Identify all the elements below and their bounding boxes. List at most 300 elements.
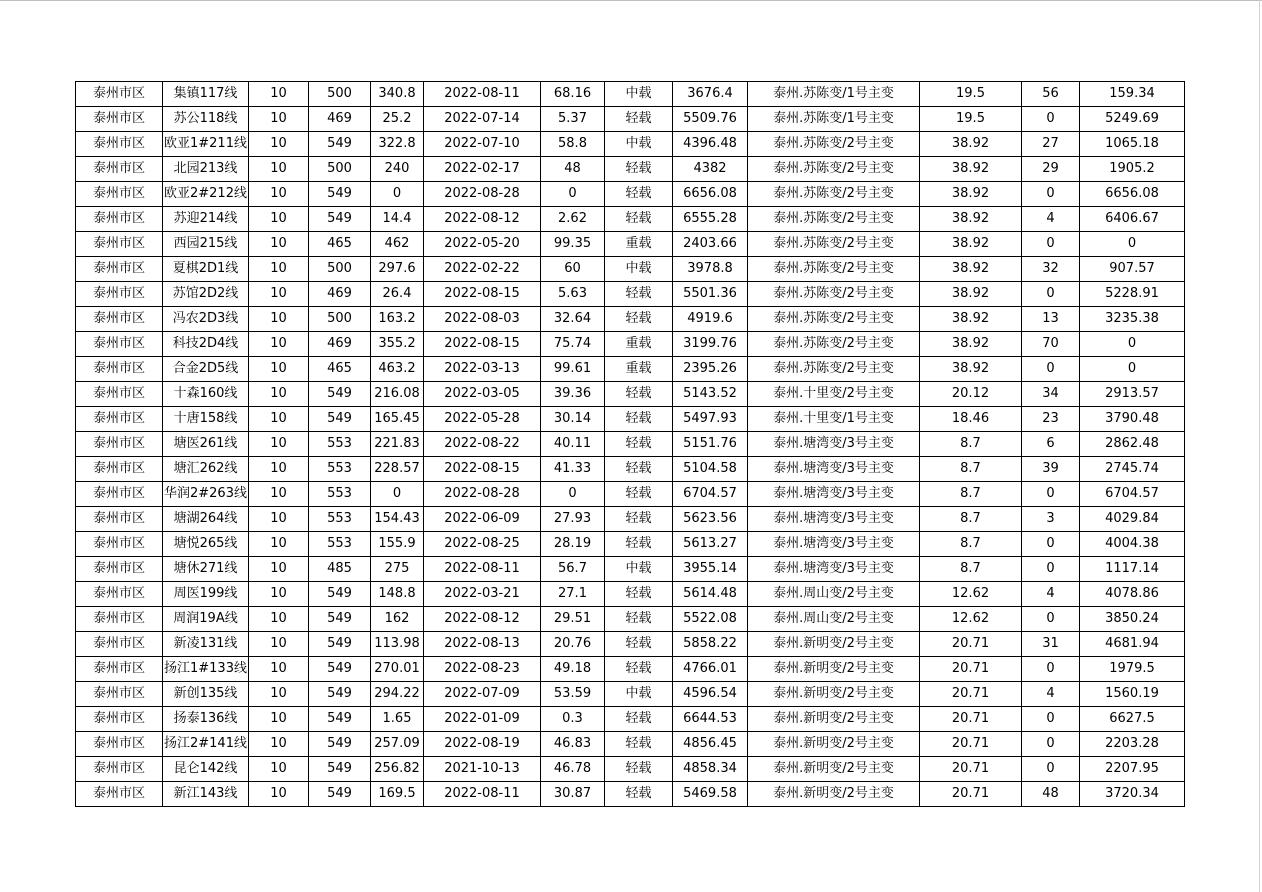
table-row [76, 607, 1185, 632]
available-capacity-cell: 4856.45 [673, 732, 748, 757]
voltage-cell: 10 [249, 157, 309, 182]
load-cell: 322.8 [371, 132, 424, 157]
remaining-capacity-cell: 159.34 [1080, 82, 1185, 107]
load-rate-cell: 68.16 [541, 82, 605, 107]
table-row [76, 682, 1185, 707]
feeder-name-cell: 科技2D4线 [163, 332, 249, 357]
available-capacity-cell: 4919.6 [673, 307, 748, 332]
feeder-name-cell: 周润19A线 [163, 607, 249, 632]
load-cell: 154.43 [371, 507, 424, 532]
count-cell: 0 [1022, 107, 1080, 132]
feeder-name-cell: 苏迎214线 [163, 207, 249, 232]
transformer-cell: 泰州.苏陈变/2号主变 [748, 157, 920, 182]
table-row [76, 82, 1185, 107]
capacity-cell: 553 [309, 507, 371, 532]
count-cell: 0 [1022, 357, 1080, 382]
voltage-cell: 10 [249, 357, 309, 382]
region-cell: 泰州市区 [76, 207, 163, 232]
load-rate-cell: 58.8 [541, 132, 605, 157]
voltage-cell: 10 [249, 732, 309, 757]
load-rate-cell: 30.14 [541, 407, 605, 432]
table-row [76, 257, 1185, 282]
region-cell: 泰州市区 [76, 457, 163, 482]
table-row [76, 732, 1185, 757]
load-rate-cell: 75.74 [541, 332, 605, 357]
date-cell: 2022-08-13 [424, 632, 541, 657]
date-cell: 2022-03-05 [424, 382, 541, 407]
count-cell: 0 [1022, 282, 1080, 307]
capacity-cell: 549 [309, 182, 371, 207]
load-rate-cell: 0 [541, 182, 605, 207]
available-capacity-cell: 4858.34 [673, 757, 748, 782]
count-cell: 0 [1022, 657, 1080, 682]
remaining-capacity-cell: 6704.57 [1080, 482, 1185, 507]
load-status-cell: 轻载 [605, 507, 673, 532]
count-cell: 0 [1022, 607, 1080, 632]
table-row [76, 582, 1185, 607]
load-rate-cell: 5.37 [541, 107, 605, 132]
available-capacity-cell: 5613.27 [673, 532, 748, 557]
remaining-capacity-cell: 2207.95 [1080, 757, 1185, 782]
voltage-cell: 10 [249, 382, 309, 407]
feeder-name-cell: 冯农2D3线 [163, 307, 249, 332]
load-status-cell: 轻载 [605, 732, 673, 757]
transformer-cell: 泰州.苏陈变/2号主变 [748, 132, 920, 157]
load-rate-cell: 5.63 [541, 282, 605, 307]
transformer-cell: 泰州.新明变/2号主变 [748, 682, 920, 707]
available-capacity-cell: 3199.76 [673, 332, 748, 357]
voltage-cell: 10 [249, 682, 309, 707]
feeder-name-cell: 苏公118线 [163, 107, 249, 132]
count-cell: 56 [1022, 82, 1080, 107]
count-cell: 4 [1022, 582, 1080, 607]
load-cell: 463.2 [371, 357, 424, 382]
transformer-rate-cell: 12.62 [920, 582, 1022, 607]
voltage-cell: 10 [249, 782, 309, 807]
transformer-rate-cell: 38.92 [920, 282, 1022, 307]
date-cell: 2022-08-15 [424, 282, 541, 307]
capacity-cell: 465 [309, 357, 371, 382]
date-cell: 2022-08-15 [424, 457, 541, 482]
count-cell: 70 [1022, 332, 1080, 357]
load-rate-cell: 28.19 [541, 532, 605, 557]
date-cell: 2022-08-19 [424, 732, 541, 757]
remaining-capacity-cell: 6406.67 [1080, 207, 1185, 232]
date-cell: 2022-08-25 [424, 532, 541, 557]
load-rate-cell: 2.62 [541, 207, 605, 232]
capacity-cell: 469 [309, 107, 371, 132]
region-cell: 泰州市区 [76, 607, 163, 632]
region-cell: 泰州市区 [76, 407, 163, 432]
load-rate-cell: 53.59 [541, 682, 605, 707]
count-cell: 27 [1022, 132, 1080, 157]
feeder-name-cell: 欧亚1#211线 [163, 132, 249, 157]
transformer-rate-cell: 38.92 [920, 232, 1022, 257]
transformer-cell: 泰州.新明变/2号主变 [748, 782, 920, 807]
date-cell: 2022-02-22 [424, 257, 541, 282]
voltage-cell: 10 [249, 282, 309, 307]
load-cell: 257.09 [371, 732, 424, 757]
load-status-cell: 轻载 [605, 382, 673, 407]
capacity-cell: 549 [309, 757, 371, 782]
transformer-rate-cell: 8.7 [920, 432, 1022, 457]
transformer-rate-cell: 12.62 [920, 607, 1022, 632]
load-status-cell: 重载 [605, 332, 673, 357]
available-capacity-cell: 3978.8 [673, 257, 748, 282]
date-cell: 2022-07-14 [424, 107, 541, 132]
transformer-cell: 泰州.新明变/2号主变 [748, 657, 920, 682]
load-status-cell: 轻载 [605, 482, 673, 507]
transformer-cell: 泰州.新明变/2号主变 [748, 632, 920, 657]
feeder-name-cell: 塘休271线 [163, 557, 249, 582]
load-rate-cell: 56.7 [541, 557, 605, 582]
load-rate-cell: 30.87 [541, 782, 605, 807]
table-row [76, 332, 1185, 357]
capacity-cell: 549 [309, 407, 371, 432]
available-capacity-cell: 5151.76 [673, 432, 748, 457]
feeder-name-cell: 集镇117线 [163, 82, 249, 107]
date-cell: 2022-08-11 [424, 557, 541, 582]
load-status-cell: 轻载 [605, 407, 673, 432]
count-cell: 4 [1022, 207, 1080, 232]
load-status-cell: 重载 [605, 357, 673, 382]
count-cell: 0 [1022, 232, 1080, 257]
date-cell: 2022-03-21 [424, 582, 541, 607]
voltage-cell: 10 [249, 457, 309, 482]
count-cell: 4 [1022, 682, 1080, 707]
region-cell: 泰州市区 [76, 707, 163, 732]
transformer-cell: 泰州.塘湾变/3号主变 [748, 532, 920, 557]
load-status-cell: 轻载 [605, 107, 673, 132]
transformer-cell: 泰州.苏陈变/2号主变 [748, 232, 920, 257]
region-cell: 泰州市区 [76, 82, 163, 107]
date-cell: 2022-01-09 [424, 707, 541, 732]
load-status-cell: 轻载 [605, 532, 673, 557]
capacity-cell: 500 [309, 157, 371, 182]
load-rate-cell: 0.3 [541, 707, 605, 732]
count-cell: 0 [1022, 482, 1080, 507]
feeder-name-cell: 北园213线 [163, 157, 249, 182]
available-capacity-cell: 6555.28 [673, 207, 748, 232]
load-cell: 165.45 [371, 407, 424, 432]
load-cell: 240 [371, 157, 424, 182]
count-cell: 31 [1022, 632, 1080, 657]
load-cell: 228.57 [371, 457, 424, 482]
load-status-cell: 中载 [605, 82, 673, 107]
table-row [76, 182, 1185, 207]
available-capacity-cell: 5522.08 [673, 607, 748, 632]
date-cell: 2022-02-17 [424, 157, 541, 182]
feeder-load-table [75, 81, 1185, 807]
capacity-cell: 549 [309, 657, 371, 682]
date-cell: 2022-05-28 [424, 407, 541, 432]
load-rate-cell: 48 [541, 157, 605, 182]
count-cell: 23 [1022, 407, 1080, 432]
load-status-cell: 轻载 [605, 307, 673, 332]
load-cell: 1.65 [371, 707, 424, 732]
region-cell: 泰州市区 [76, 782, 163, 807]
region-cell: 泰州市区 [76, 382, 163, 407]
date-cell: 2022-06-09 [424, 507, 541, 532]
available-capacity-cell: 4382 [673, 157, 748, 182]
capacity-cell: 469 [309, 282, 371, 307]
load-cell: 355.2 [371, 332, 424, 357]
remaining-capacity-cell: 6656.08 [1080, 182, 1185, 207]
transformer-cell: 泰州.周山变/2号主变 [748, 607, 920, 632]
transformer-cell: 泰州.苏陈变/2号主变 [748, 332, 920, 357]
available-capacity-cell: 5614.48 [673, 582, 748, 607]
date-cell: 2022-08-11 [424, 82, 541, 107]
load-cell: 14.4 [371, 207, 424, 232]
transformer-rate-cell: 18.46 [920, 407, 1022, 432]
transformer-cell: 泰州.苏陈变/2号主变 [748, 257, 920, 282]
count-cell: 29 [1022, 157, 1080, 182]
table-row [76, 657, 1185, 682]
count-cell: 0 [1022, 557, 1080, 582]
load-cell: 25.2 [371, 107, 424, 132]
available-capacity-cell: 5501.36 [673, 282, 748, 307]
load-status-cell: 中载 [605, 257, 673, 282]
transformer-cell: 泰州.塘湾变/3号主变 [748, 432, 920, 457]
transformer-rate-cell: 38.92 [920, 357, 1022, 382]
voltage-cell: 10 [249, 132, 309, 157]
remaining-capacity-cell: 1905.2 [1080, 157, 1185, 182]
load-rate-cell: 99.61 [541, 357, 605, 382]
feeder-name-cell: 十唐158线 [163, 407, 249, 432]
count-cell: 0 [1022, 757, 1080, 782]
load-rate-cell: 29.51 [541, 607, 605, 632]
region-cell: 泰州市区 [76, 557, 163, 582]
feeder-name-cell: 新创135线 [163, 682, 249, 707]
table-row [76, 782, 1185, 807]
load-rate-cell: 27.1 [541, 582, 605, 607]
available-capacity-cell: 5143.52 [673, 382, 748, 407]
transformer-rate-cell: 8.7 [920, 532, 1022, 557]
load-rate-cell: 40.11 [541, 432, 605, 457]
table-row [76, 232, 1185, 257]
region-cell: 泰州市区 [76, 432, 163, 457]
load-status-cell: 轻载 [605, 582, 673, 607]
feeder-name-cell: 扬江2#141线 [163, 732, 249, 757]
transformer-rate-cell: 20.12 [920, 382, 1022, 407]
voltage-cell: 10 [249, 632, 309, 657]
remaining-capacity-cell: 1117.14 [1080, 557, 1185, 582]
transformer-rate-cell: 19.5 [920, 82, 1022, 107]
load-status-cell: 中载 [605, 682, 673, 707]
available-capacity-cell: 5497.93 [673, 407, 748, 432]
transformer-cell: 泰州.新明变/2号主变 [748, 757, 920, 782]
transformer-cell: 泰州.周山变/2号主变 [748, 582, 920, 607]
table-row [76, 107, 1185, 132]
region-cell: 泰州市区 [76, 732, 163, 757]
table-row [76, 532, 1185, 557]
load-rate-cell: 99.35 [541, 232, 605, 257]
load-cell: 113.98 [371, 632, 424, 657]
capacity-cell: 549 [309, 707, 371, 732]
region-cell: 泰州市区 [76, 482, 163, 507]
load-cell: 294.22 [371, 682, 424, 707]
load-cell: 26.4 [371, 282, 424, 307]
voltage-cell: 10 [249, 432, 309, 457]
date-cell: 2022-07-09 [424, 682, 541, 707]
transformer-cell: 泰州.苏陈变/2号主变 [748, 357, 920, 382]
remaining-capacity-cell: 4681.94 [1080, 632, 1185, 657]
load-rate-cell: 60 [541, 257, 605, 282]
region-cell: 泰州市区 [76, 757, 163, 782]
available-capacity-cell: 4596.54 [673, 682, 748, 707]
capacity-cell: 500 [309, 257, 371, 282]
load-cell: 148.8 [371, 582, 424, 607]
transformer-rate-cell: 20.71 [920, 732, 1022, 757]
voltage-cell: 10 [249, 482, 309, 507]
transformer-rate-cell: 38.92 [920, 207, 1022, 232]
available-capacity-cell: 4766.01 [673, 657, 748, 682]
available-capacity-cell: 3676.4 [673, 82, 748, 107]
voltage-cell: 10 [249, 107, 309, 132]
transformer-cell: 泰州.塘湾变/3号主变 [748, 457, 920, 482]
voltage-cell: 10 [249, 232, 309, 257]
count-cell: 48 [1022, 782, 1080, 807]
region-cell: 泰州市区 [76, 182, 163, 207]
available-capacity-cell: 5104.58 [673, 457, 748, 482]
load-cell: 169.5 [371, 782, 424, 807]
count-cell: 0 [1022, 182, 1080, 207]
remaining-capacity-cell: 3235.38 [1080, 307, 1185, 332]
transformer-rate-cell: 20.71 [920, 707, 1022, 732]
load-cell: 462 [371, 232, 424, 257]
voltage-cell: 10 [249, 582, 309, 607]
transformer-rate-cell: 38.92 [920, 157, 1022, 182]
capacity-cell: 500 [309, 307, 371, 332]
region-cell: 泰州市区 [76, 132, 163, 157]
available-capacity-cell: 6704.57 [673, 482, 748, 507]
voltage-cell: 10 [249, 607, 309, 632]
capacity-cell: 465 [309, 232, 371, 257]
remaining-capacity-cell: 0 [1080, 357, 1185, 382]
load-status-cell: 轻载 [605, 707, 673, 732]
feeder-name-cell: 合金2D5线 [163, 357, 249, 382]
remaining-capacity-cell: 1560.19 [1080, 682, 1185, 707]
transformer-cell: 泰州.苏陈变/2号主变 [748, 282, 920, 307]
feeder-name-cell: 扬江1#133线 [163, 657, 249, 682]
voltage-cell: 10 [249, 557, 309, 582]
table-row [76, 707, 1185, 732]
remaining-capacity-cell: 5249.69 [1080, 107, 1185, 132]
capacity-cell: 485 [309, 557, 371, 582]
feeder-name-cell: 华润2#263线 [163, 482, 249, 507]
load-status-cell: 轻载 [605, 632, 673, 657]
transformer-rate-cell: 20.71 [920, 757, 1022, 782]
remaining-capacity-cell: 3850.24 [1080, 607, 1185, 632]
load-status-cell: 重载 [605, 232, 673, 257]
capacity-cell: 549 [309, 382, 371, 407]
load-cell: 297.6 [371, 257, 424, 282]
load-rate-cell: 0 [541, 482, 605, 507]
date-cell: 2022-08-11 [424, 782, 541, 807]
feeder-name-cell: 西园215线 [163, 232, 249, 257]
transformer-rate-cell: 8.7 [920, 557, 1022, 582]
capacity-cell: 549 [309, 207, 371, 232]
page-top-border [0, 0, 1262, 1]
available-capacity-cell: 3955.14 [673, 557, 748, 582]
table-row [76, 432, 1185, 457]
remaining-capacity-cell: 4078.86 [1080, 582, 1185, 607]
feeder-name-cell: 周医199线 [163, 582, 249, 607]
load-rate-cell: 20.76 [541, 632, 605, 657]
remaining-capacity-cell: 2203.28 [1080, 732, 1185, 757]
remaining-capacity-cell: 5228.91 [1080, 282, 1185, 307]
region-cell: 泰州市区 [76, 107, 163, 132]
table-row [76, 282, 1185, 307]
capacity-cell: 553 [309, 532, 371, 557]
load-cell: 216.08 [371, 382, 424, 407]
table-row [76, 357, 1185, 382]
table-row [76, 507, 1185, 532]
region-cell: 泰州市区 [76, 582, 163, 607]
capacity-cell: 549 [309, 782, 371, 807]
transformer-cell: 泰州.塘湾变/3号主变 [748, 507, 920, 532]
table-row [76, 457, 1185, 482]
load-rate-cell: 46.78 [541, 757, 605, 782]
transformer-rate-cell: 8.7 [920, 507, 1022, 532]
transformer-cell: 泰州.苏陈变/1号主变 [748, 82, 920, 107]
load-status-cell: 中载 [605, 557, 673, 582]
load-status-cell: 轻载 [605, 182, 673, 207]
voltage-cell: 10 [249, 707, 309, 732]
voltage-cell: 10 [249, 207, 309, 232]
load-status-cell: 轻载 [605, 782, 673, 807]
load-status-cell: 轻载 [605, 657, 673, 682]
transformer-rate-cell: 38.92 [920, 307, 1022, 332]
transformer-rate-cell: 20.71 [920, 657, 1022, 682]
capacity-cell: 549 [309, 607, 371, 632]
transformer-cell: 泰州.新明变/2号主变 [748, 732, 920, 757]
table-row [76, 207, 1185, 232]
table-row [76, 757, 1185, 782]
count-cell: 0 [1022, 707, 1080, 732]
remaining-capacity-cell: 0 [1080, 232, 1185, 257]
load-status-cell: 轻载 [605, 157, 673, 182]
voltage-cell: 10 [249, 507, 309, 532]
voltage-cell: 10 [249, 407, 309, 432]
feeder-name-cell: 夏棋2D1线 [163, 257, 249, 282]
table-row [76, 157, 1185, 182]
capacity-cell: 549 [309, 732, 371, 757]
transformer-cell: 泰州.塘湾变/3号主变 [748, 482, 920, 507]
capacity-cell: 500 [309, 82, 371, 107]
load-cell: 162 [371, 607, 424, 632]
transformer-cell: 泰州.新明变/2号主变 [748, 707, 920, 732]
count-cell: 6 [1022, 432, 1080, 457]
available-capacity-cell: 5469.58 [673, 782, 748, 807]
remaining-capacity-cell: 907.57 [1080, 257, 1185, 282]
date-cell: 2022-08-28 [424, 182, 541, 207]
date-cell: 2022-08-12 [424, 207, 541, 232]
remaining-capacity-cell: 0 [1080, 332, 1185, 357]
load-status-cell: 中载 [605, 132, 673, 157]
transformer-cell: 泰州.塘湾变/3号主变 [748, 557, 920, 582]
transformer-rate-cell: 8.7 [920, 457, 1022, 482]
date-cell: 2022-08-03 [424, 307, 541, 332]
available-capacity-cell: 2395.26 [673, 357, 748, 382]
load-status-cell: 轻载 [605, 607, 673, 632]
region-cell: 泰州市区 [76, 357, 163, 382]
load-rate-cell: 32.64 [541, 307, 605, 332]
feeder-name-cell: 塘湖264线 [163, 507, 249, 532]
capacity-cell: 553 [309, 432, 371, 457]
available-capacity-cell: 5858.22 [673, 632, 748, 657]
available-capacity-cell: 5509.76 [673, 107, 748, 132]
